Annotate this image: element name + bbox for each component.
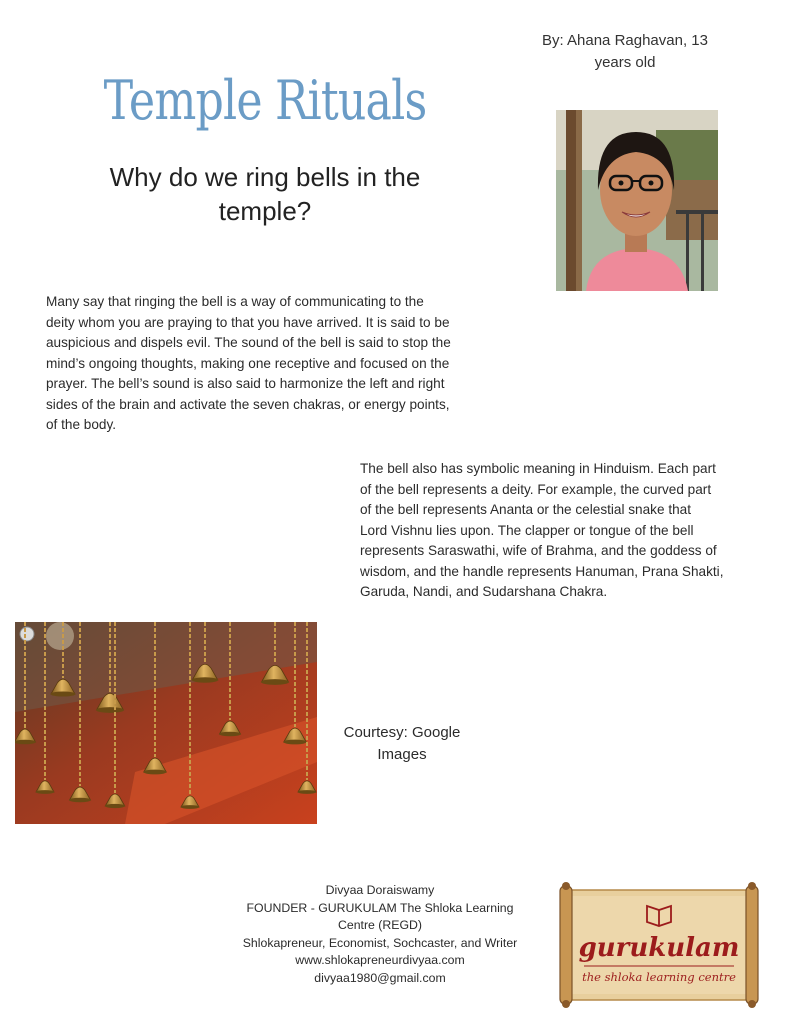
text-line: Lord Vishnu lies upon. The clapper or tongue of the bell xyxy=(360,522,694,538)
text-line: prayer. The bell’s sound is also said to harmonize the left and right xyxy=(46,376,445,391)
text-line: Garuda, Nandi, and Sudarshana Chakra. xyxy=(360,584,608,599)
text-line: deity whom you are praying to that you have arrived. It is said to be xyxy=(46,314,450,330)
text-line: The bell also has symbolic meaning in Hinduism. Each part xyxy=(360,461,716,476)
subtitle-line: temple? xyxy=(218,196,312,226)
paragraph-bell-symbolism xyxy=(360,459,735,603)
text-line: mind’s ongoing thoughts, making one receptive and focused on the xyxy=(46,355,450,371)
footer-title: FOUNDER - GURUKULAM The Shloka Learning xyxy=(246,900,514,915)
footer-title-cont: Centre (REGD) xyxy=(337,918,423,933)
subtitle-line: Why do we ring bells in the xyxy=(109,162,421,192)
logo-name: gurukulam xyxy=(578,933,740,963)
text-line: of the bell represents a deity. For example, the curved part xyxy=(360,481,712,497)
author-byline xyxy=(520,30,730,74)
credit-line: Images xyxy=(377,746,427,763)
footer-website-link[interactable]: www.shlokapreneurdivyaa.com xyxy=(295,953,465,968)
logo-tagline: the shloka learning centre xyxy=(582,970,736,984)
gurukulam-logo xyxy=(556,882,762,1008)
page-title: Temple Rituals xyxy=(103,69,427,132)
text-line: wisdom, and the handle represents Hanuman, Prana Shakti, xyxy=(360,563,724,579)
text-line: Many say that ringing the bell is a way of communicating to the xyxy=(46,294,424,309)
image-credit xyxy=(340,722,464,766)
article-question xyxy=(60,160,470,228)
text-line: represents Saraswathi, wife of Brahma, and the goddess of xyxy=(360,543,717,558)
byline-line: By: Ahana Raghavan, 13 xyxy=(542,32,708,49)
footer-email-link[interactable]: divyaa1980@gmail.com xyxy=(314,970,446,985)
text-line: of the bell represents Ananta or the celestial snake that xyxy=(360,502,691,517)
temple-bells-image xyxy=(15,622,317,824)
text-line: auspicious and dispels evil. The sound of the bell is said to stop the xyxy=(46,335,451,350)
footer-name: Divyaa Doraiswamy xyxy=(325,883,435,897)
paragraph-bell-meaning xyxy=(46,292,466,436)
text-line: of the body. xyxy=(46,417,117,432)
author-photo xyxy=(556,110,718,291)
credit-line: Courtesy: Google xyxy=(343,724,461,741)
footer-contact xyxy=(230,882,530,988)
text-line: sides of the brain and activate the seven chakras, or energy points, xyxy=(46,396,450,412)
byline-line: years old xyxy=(594,54,656,71)
footer-roles: Shlokapreneur, Economist, Sochcaster, and Writer xyxy=(242,935,518,950)
